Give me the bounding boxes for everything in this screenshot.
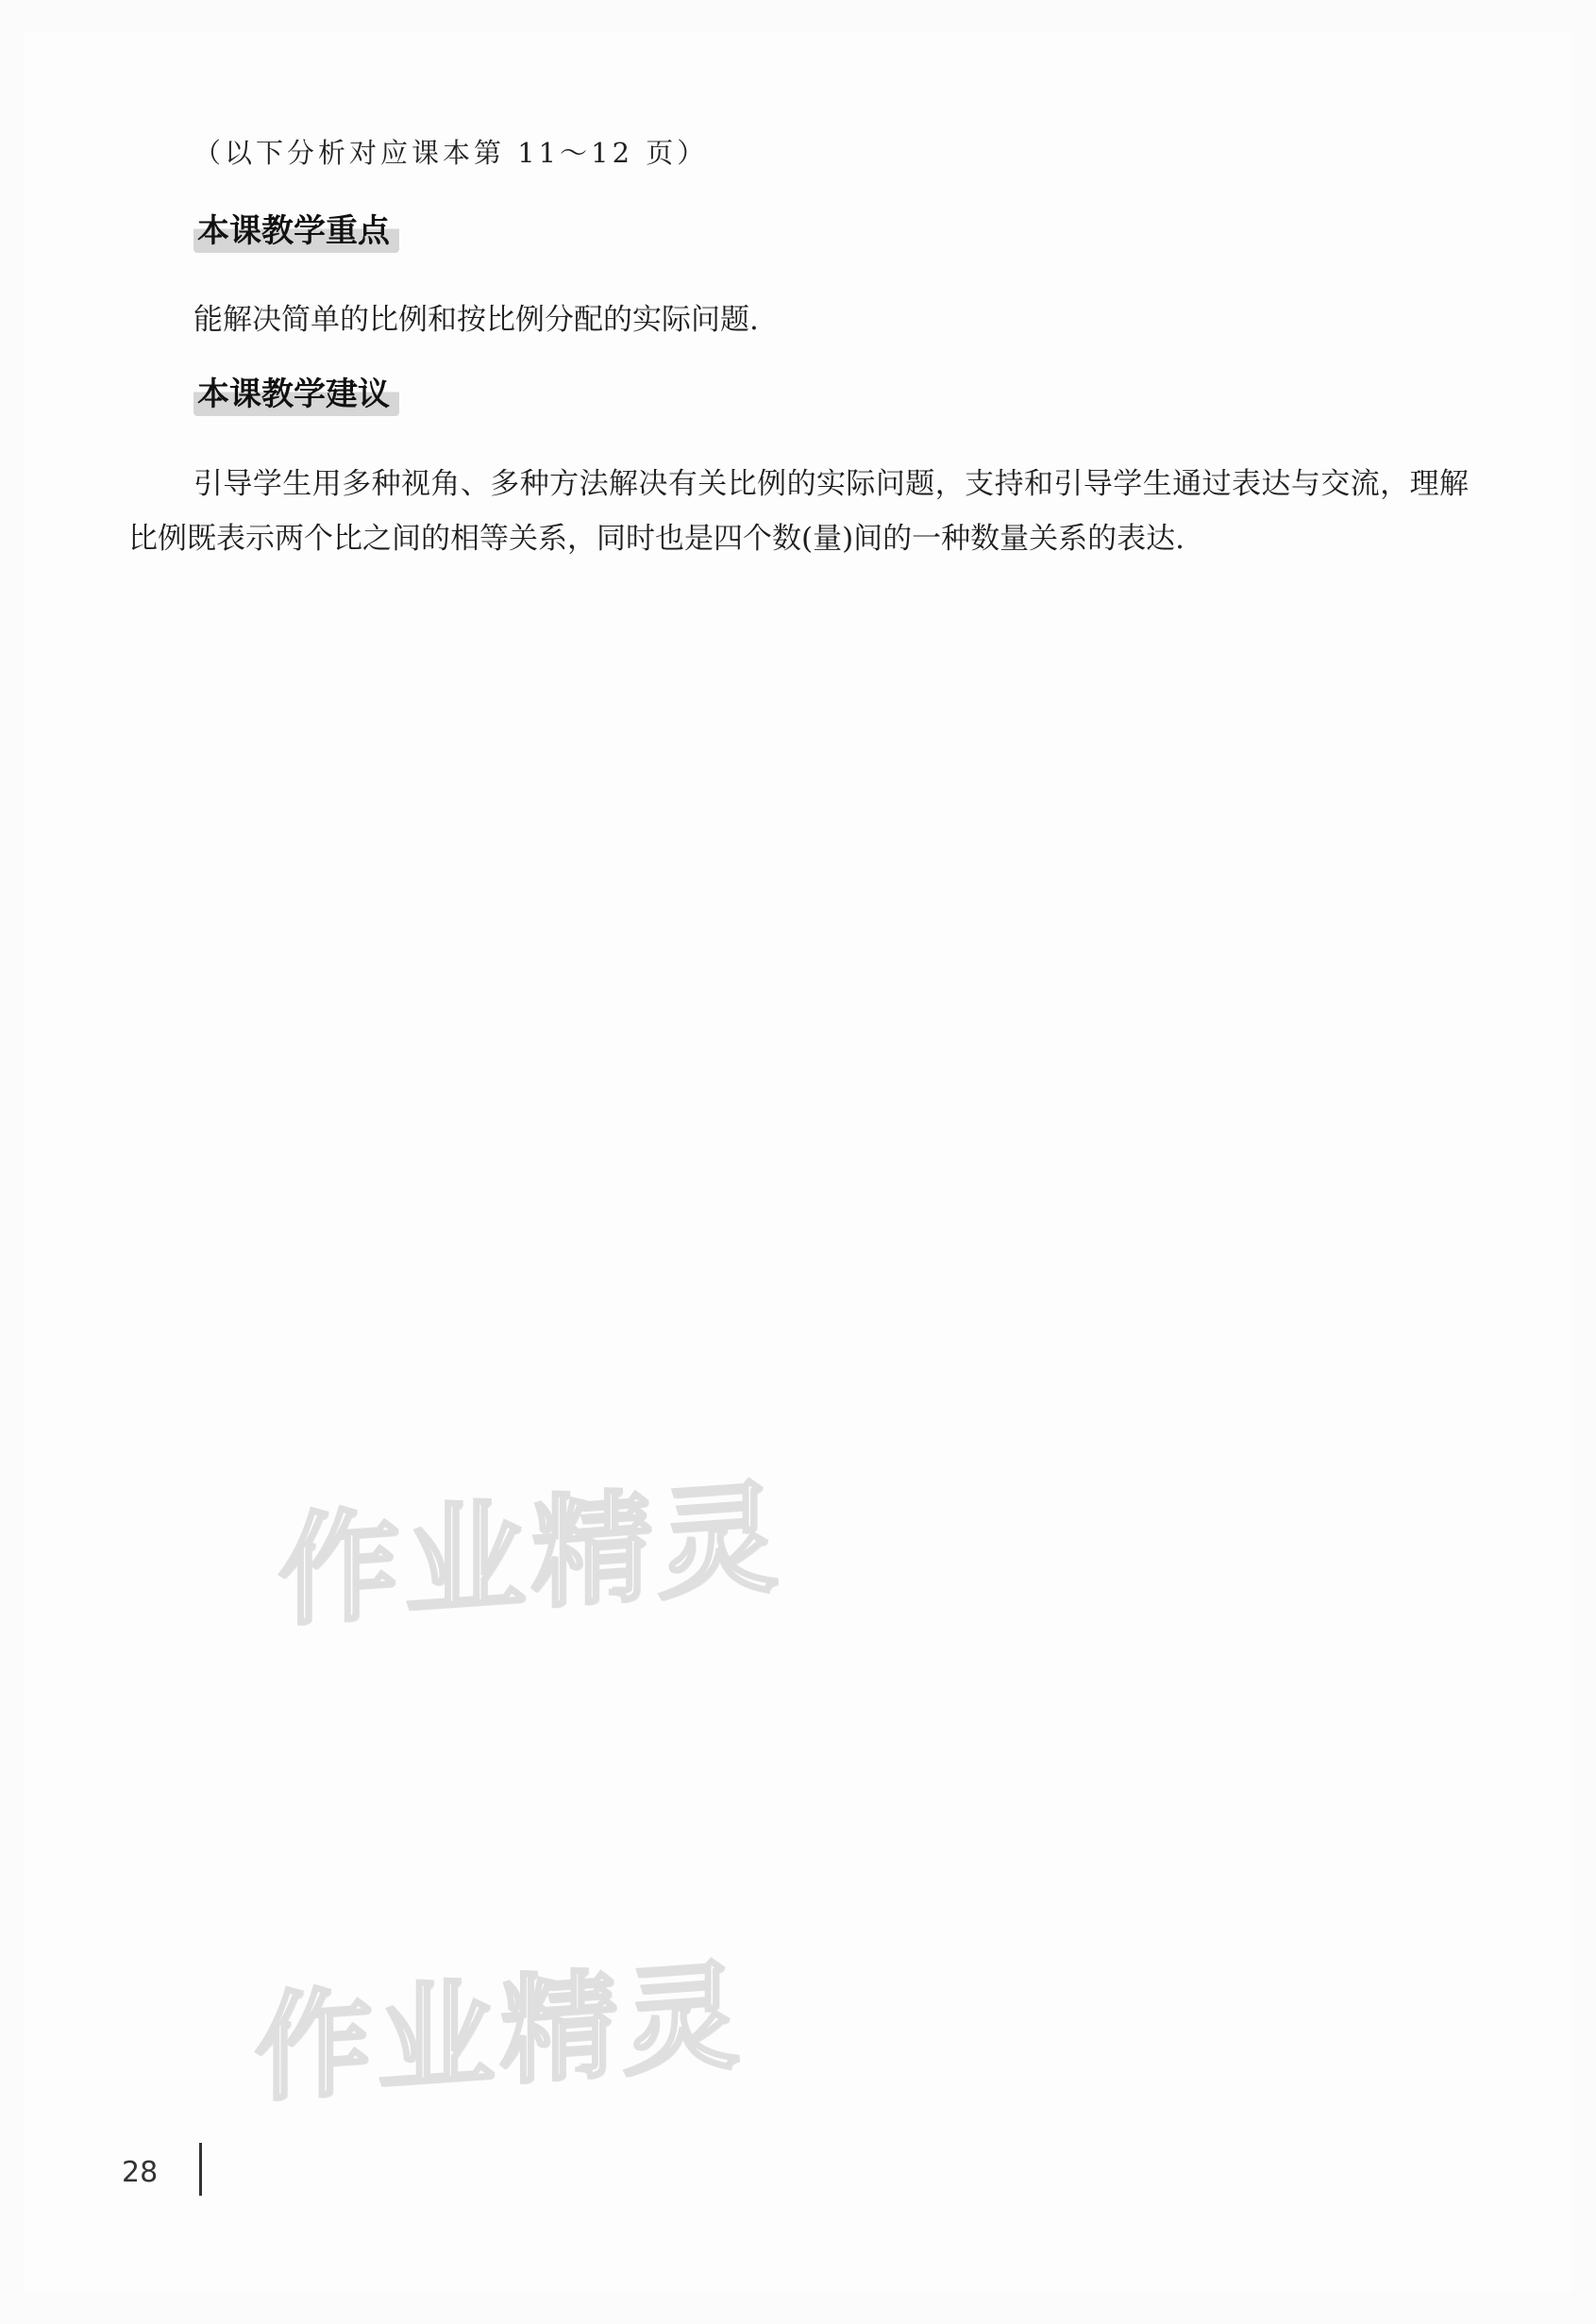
section-body-focus: 能解决简单的比例和按比例分配的实际问题. xyxy=(193,303,759,337)
section-body-suggestions: 引导学生用多种视角、多种方法解决有关比例的实际问题，支持和引导学生通过表达与交流，理解比例既表示两个比之间的相等关系，同时也是四个数(量)间的一种数量关系的表达. xyxy=(128,467,1469,556)
section-heading-suggestions: 本课教学建议 xyxy=(193,373,399,416)
watermark-logo: 作业精灵 xyxy=(278,1467,785,1644)
watermark-logo: 作业精灵 xyxy=(255,1948,747,2119)
page-number: 28 xyxy=(122,2156,159,2189)
page-number-divider xyxy=(199,2143,202,2196)
reference-note: （以下分析对应课本第 11～12 页） xyxy=(193,137,709,169)
section-heading-focus: 本课教学重点 xyxy=(193,209,399,253)
page-content-area xyxy=(25,32,1572,2291)
